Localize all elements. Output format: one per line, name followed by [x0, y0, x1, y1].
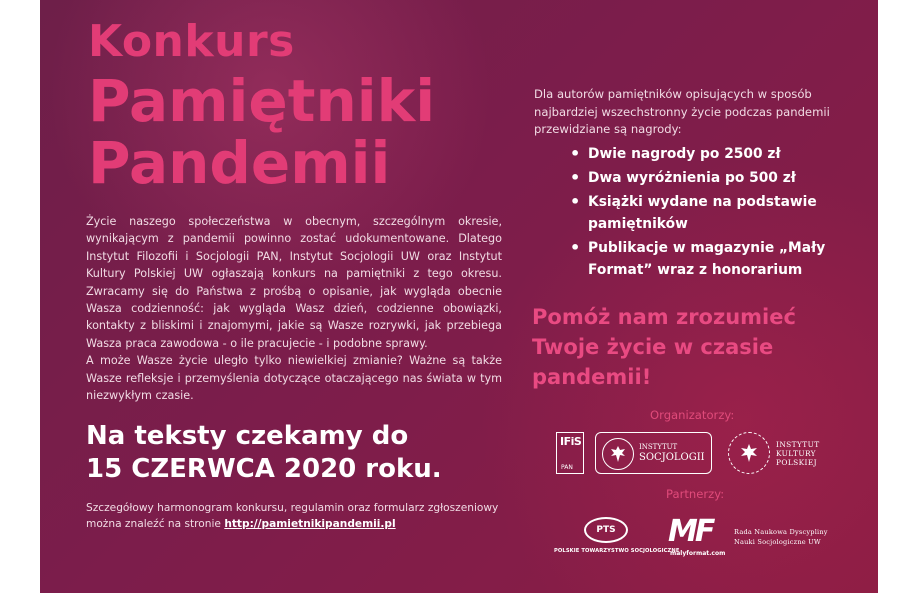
intro-paragraph-1: Życie naszego społeczeństwa w obecnym, szczególnym okresie, wynikającym z pandemii powinno zostać udokumentowane. Dlatego Instytut Filozofii i Socjologii PAN, Instytut Socjologii UW oraz Instytut Kultury Polskiej UW ogłaszają konkurs na pamiętniki z tego okresu. Zwracamy się do Państwa z prośbą o opisanie, jak wygląda obecnie Wasza codzienność: jak wygląda Wasz dzień, codzienne obowiązki, kontakty z bliskimi i znajomymi, jakie są Wasze rozrywki, jak przebiega Wasza praca zawodowa - o ile pracujecie - i podobne sprawy. — [86, 215, 502, 350]
deadline-line-1: Na teksty czekamy do — [86, 421, 409, 451]
help-line-1: Pomóż nam zrozumieć — [532, 305, 796, 329]
help-line-3: pandemii! — [532, 365, 652, 389]
footer-note — [86, 500, 516, 532]
title-line-konkurs: Konkurs — [88, 16, 295, 67]
ikp-line-1: INSTYTUT — [776, 440, 820, 449]
prize-list — [568, 143, 868, 283]
prize-item: • Dwie nagrody po 2500 zł — [568, 143, 868, 165]
prize-item: • Publikacje w magazynie „Mały Format” wraz z honorarium — [568, 237, 868, 281]
prize-item: • Dwa wyróżnienia po 500 zł — [568, 167, 868, 189]
maly-format-logo — [668, 514, 726, 561]
footer-note-text: Szczegółowy harmonogram konkursu, regulamin oraz formularz zgłoszeniowy można znaleźć na stronie — [86, 502, 499, 530]
title-line-pandemii: Pandemii — [88, 129, 391, 197]
instytut-kultury-polskiej-logo — [728, 430, 838, 478]
socjologii-line-1: INSTYTUT — [639, 443, 678, 451]
ikp-line-3: POLSKIEJ — [776, 458, 818, 467]
socjologii-line-2: SOCJOLOGII — [639, 452, 705, 463]
prize-item: • Książki wydane na podstawie pamiętników — [568, 191, 868, 235]
ikp-line-2: KULTURY — [776, 449, 816, 458]
rada-line-1: Rada Naukowa Dyscypliny — [734, 528, 828, 536]
pts-caption: POLSKIE TOWARZYSTWO SOCJOLOGICZNE — [554, 548, 680, 554]
ikp-text — [776, 440, 820, 467]
organizers-label: Organizatorzy: — [650, 408, 735, 422]
ifis-mark: IFiS — [560, 435, 582, 448]
university-seal-icon — [728, 432, 770, 474]
pts-mark: PTS — [584, 517, 628, 543]
intro-text — [86, 213, 502, 404]
mf-caption: malyformat.com — [670, 550, 726, 557]
eagle-emblem-icon — [602, 438, 634, 470]
ifis-sub: PAN — [561, 464, 573, 471]
partners-label: Partnerzy: — [666, 487, 725, 501]
intro-paragraph-2: A może Wasze życie uległo tylko niewielkiej zmianie? Ważne są także Wasze refleksje i przemyślenia dotyczące otaczającego nas świata w tym niezwykłym czasie. — [86, 354, 502, 403]
mf-mark: MF — [668, 514, 713, 549]
website-link[interactable]: http://pamietnikipandemii.pl — [224, 518, 396, 530]
poster-title — [88, 16, 436, 197]
help-line-2: Twoje życie w czasie — [532, 335, 774, 359]
title-line-pamietniki: Pamiętniki — [88, 67, 436, 135]
prize-intro: Dla autorów pamiętników opisujących w sposób najbardziej wszechstronny życie podczas pandemii przewidziane są nagrody: — [534, 87, 830, 136]
pts-logo — [554, 515, 680, 559]
contest-poster — [40, 0, 878, 593]
rada-naukowa-logo — [734, 527, 828, 547]
rada-line-2: Nauki Socjologiczne UW — [734, 538, 821, 546]
instytut-socjologii-logo — [595, 432, 712, 474]
ifis-pan-logo — [556, 432, 584, 474]
deadline-heading — [86, 420, 442, 486]
help-callout — [532, 302, 796, 392]
deadline-line-2: 15 CZERWCA 2020 roku. — [86, 454, 442, 484]
